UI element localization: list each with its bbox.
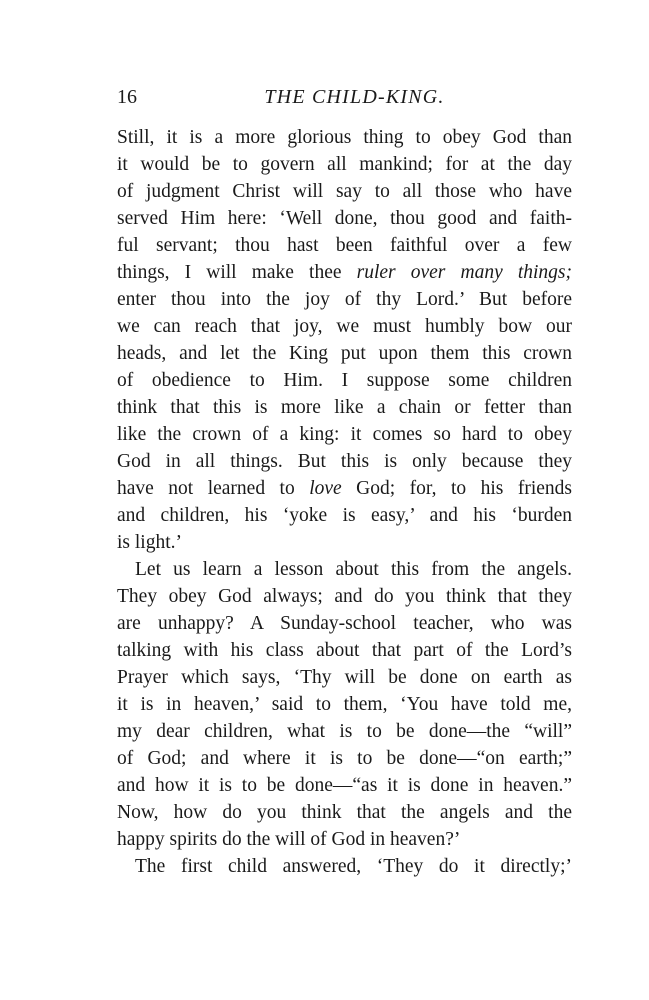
text-line: God in all things. But this is only because they [117,451,572,472]
text-line: Now, how do you think that the angels and the [117,802,572,823]
text-line: we can reach that joy, we must humbly bow our [117,316,572,337]
running-title: THE CHILD-KING. [264,86,445,108]
text-line: it is in heaven,’ said to them, ‘You have told me, [117,694,572,715]
text-segment: things, I will make thee [117,262,357,283]
text-line: The first child answered, ‘They do it directly;’ [135,856,572,877]
text-line: and children, his ‘yoke is easy,’ and his ‘burden [117,505,572,526]
text-line: heads, and let the King put upon them this crown [117,343,572,364]
text-line: Let us learn a lesson about this from the angels. [135,559,572,580]
text-line: are unhappy? A Sunday-school teacher, who was [117,613,572,634]
text-line: like the crown of a king: it comes so hard to obey [117,424,572,445]
text-line: is light.’ [117,532,183,553]
text-line: think that this is more like a chain or fetter than [117,397,572,418]
text-line [117,259,572,286]
text-line [117,475,572,502]
body-text [117,124,572,880]
text-line: enter thou into the joy of thy Lord.’ But before [117,289,572,310]
emphasized-text: ruler over many things; [356,262,572,283]
text-segment: God; for, to his friends [341,478,572,499]
text-line: and how it is to be done—“as it is done in heaven.” [117,775,572,796]
text-line: happy spirits do the will of God in heaven?’ [117,829,461,850]
text-line: of God; and where it is to be done—“on earth;” [117,748,572,769]
text-segment: have not learned to [117,478,310,499]
text-line: it would be to govern all mankind; for at the day [117,154,572,175]
emphasized-text: love [309,478,342,499]
text-line: Prayer which says, ‘Thy will be done on earth as [117,667,572,688]
text-line: of judgment Christ will say to all those who have [117,181,572,202]
text-line: They obey God always; and do you think that they [117,586,572,607]
text-line: Still, it is a more glorious thing to obey God than [117,127,572,148]
text-line: my dear children, what is to be done—the “will” [117,721,572,742]
text-line: served Him here: ‘Well done, thou good and faith- [117,208,572,229]
text-line: talking with his class about that part of the Lord’s [117,640,572,661]
page-header [117,84,572,110]
text-line: of obedience to Him. I suppose some children [117,370,572,391]
text-line: ful servant; thou hast been faithful over a few [117,235,572,256]
page-number: 16 [117,86,137,108]
